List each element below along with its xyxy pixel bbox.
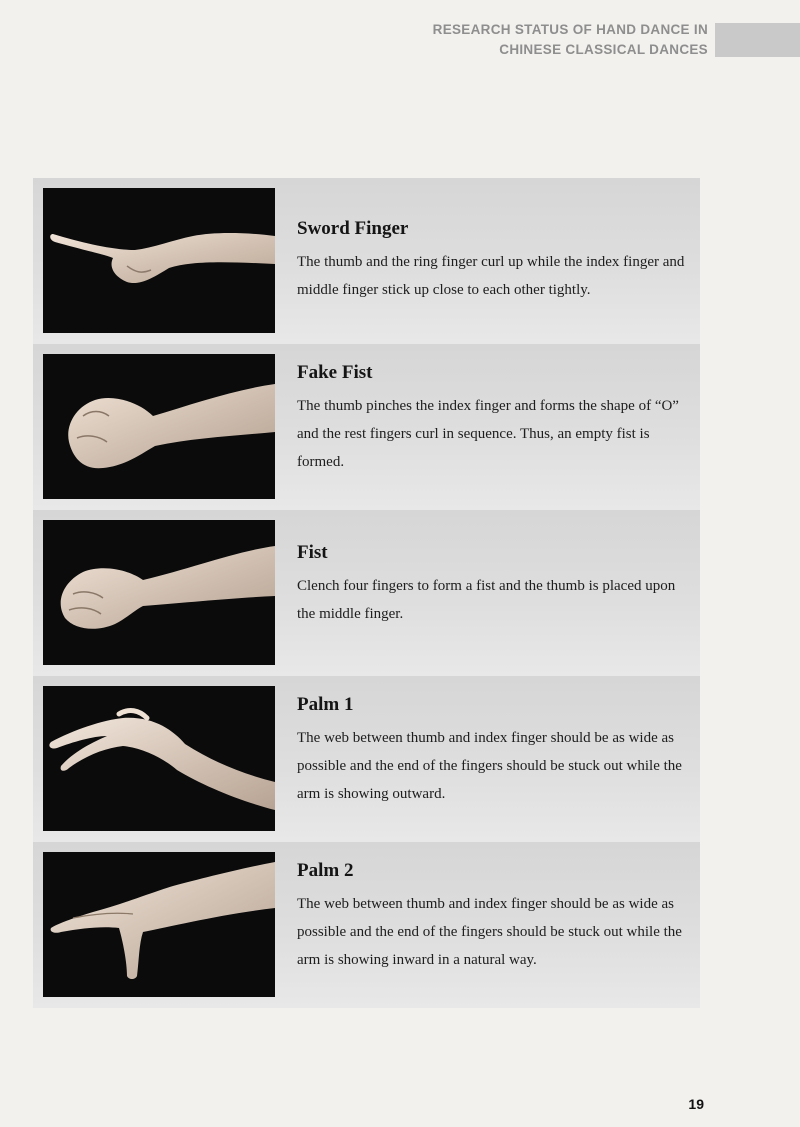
gesture-row-palm-2 (33, 842, 700, 1008)
fake-fist-photo (43, 354, 275, 499)
fake-fist-hand-image (43, 354, 275, 499)
hand-gesture-panel (33, 178, 700, 1008)
fist-text (297, 542, 692, 628)
gesture-row-palm-1 (33, 676, 700, 842)
page-number: 19 (688, 1096, 704, 1112)
gesture-description: The web between thumb and index finger should be as wide as possible and the end of the fingers should be stuck out while the arm is showing outward. (297, 730, 682, 802)
sword-finger-photo (43, 188, 275, 333)
gesture-title: Sword Finger (297, 218, 409, 239)
gesture-title: Palm 2 (297, 860, 354, 881)
fake-fist-text (297, 362, 692, 476)
gesture-title: Fist (297, 542, 328, 563)
running-head-tab (715, 23, 800, 57)
fist-photo (43, 520, 275, 665)
sword-finger-text (297, 218, 692, 304)
running-head-line-2: CHINESE CLASSICAL DANCES (499, 42, 708, 57)
palm-1-text (297, 694, 692, 808)
palm-1-photo (43, 686, 275, 831)
palm-1-hand-image (43, 686, 275, 831)
gesture-title: Fake Fist (297, 362, 373, 383)
gesture-title: Palm 1 (297, 694, 354, 715)
running-head (433, 20, 708, 60)
gesture-description: The thumb and the ring finger curl up while the index finger and middle finger stick up close to each other tightly. (297, 254, 685, 298)
gesture-description: Clench four fingers to form a fist and the thumb is placed upon the middle finger. (297, 578, 676, 622)
sword-finger-hand-image (43, 188, 275, 333)
gesture-description: The thumb pinches the index finger and forms the shape of “O” and the rest fingers curl in sequence. Thus, an empty fist is formed. (297, 398, 679, 470)
fist-hand-image (43, 520, 275, 665)
gesture-row-fist (33, 510, 700, 676)
palm-2-photo (43, 852, 275, 997)
gesture-description: The web between thumb and index finger should be as wide as possible and the end of the fingers should be stuck out while the arm is showing inward in a natural way. (297, 896, 682, 968)
palm-2-hand-image (43, 852, 275, 997)
gesture-row-sword-finger (33, 178, 700, 344)
gesture-row-fake-fist (33, 344, 700, 510)
running-head-line-1: RESEARCH STATUS OF HAND DANCE IN (432, 22, 708, 37)
palm-2-text (297, 860, 692, 974)
